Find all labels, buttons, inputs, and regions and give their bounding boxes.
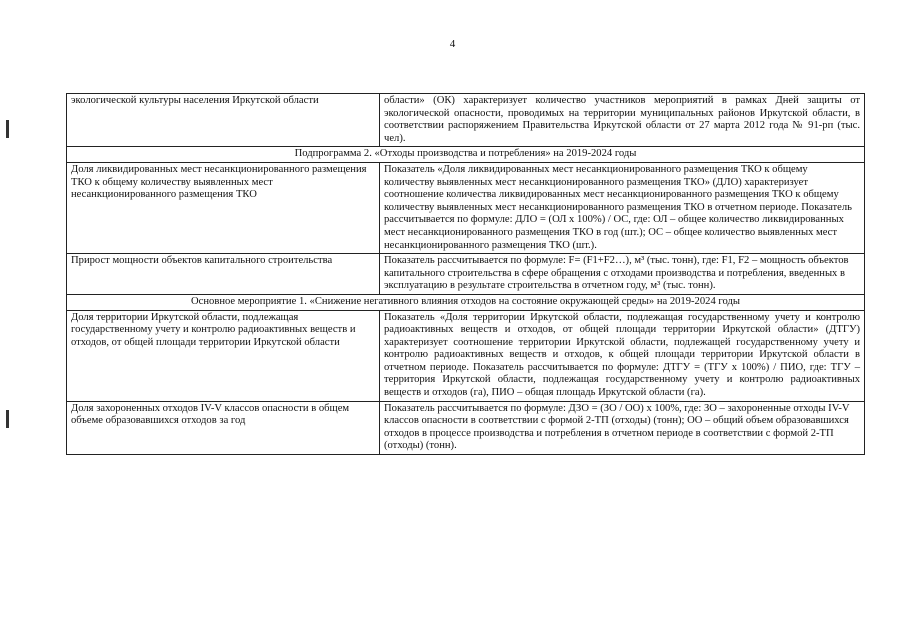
indicator-description-cell: Показатель «Доля ликвидированных мест несанкционированного размещения ТКО к общему количеству выявленных мест несанкционированного размещения ТКО» (ДЛО) характеризует соотношение количества ликвидированных мест несанкционированного размещения ТКО к общему количеству выявленных мест несанкционированного размещения ТКО в отчетном периоде. Показатель рассчитывается по формуле: ДЛО = (ОЛ х 100%) / ОС, где: ОЛ – общее количество ликвидированных мест несанкционированного размещения ТКО в год (шт.); ОС – общее количество выявленных мест несанкционированного размещения ТКО (шт.).: [380, 162, 865, 253]
indicator-name-cell: Доля захороненных отходов IV-V классов опасности в общем объеме образовавшихся отходов за год: [67, 401, 380, 454]
indicator-description-cell: Показатель рассчитывается по формуле: ДЗО = (ЗО / ОО) х 100%, где: ЗО – захороненные отходы IV-V классов опасности в соответствии с формой 2-ТП (отходы) (тонн); ОО – общий объем образовавшихся отходов в процессе производства и потребления в отчетном периоде в соответствии с формой 2-ТП (отходы) (тонн).: [380, 401, 865, 454]
indicator-name-cell: Доля ликвидированных мест несанкционированного размещения ТКО к общему количеству выявленных мест несанкционированного размещения ТКО: [67, 162, 380, 253]
scan-edge-mark: [6, 410, 9, 428]
indicator-description-cell: Показатель «Доля территории Иркутской области, подлежащая государственному учету и контролю радиоактивных веществ и отходов, от общей площади территории Иркутской области» (ДТГУ) характеризует соотношение территории Иркутской области, подлежащей государственному учету и контролю радиоактивных веществ и отходов, к общей площади территории Иркутской области в отчетном периоде. Показатель рассчитывается по формуле: ДТГУ = (ТГУ х 100%) / ПИО, где: ТГУ – территория Иркутской области, подлежащая государственному учету и контролю радиоактивных веществ и отходов (га), ПИО – общая площадь Иркутской области (га).: [380, 310, 865, 401]
indicator-description-cell: области» (ОК) характеризует количество участников мероприятий в рамках Дней защиты от экологической опасности, проводимых на территории муниципальных районов Иркутской области, в соответствии распоряжением Правительства Иркутской области от 27 марта 2012 года № 91-рп (тыс. чел).: [380, 94, 865, 147]
indicator-name-cell: Доля территории Иркутской области, подлежащая государственному учету и контролю радиоактивных веществ и отходов, от общей площади территории Иркутской области: [67, 310, 380, 401]
main-activity-heading: Основное мероприятие 1. «Снижение негативного влияния отходов на состояние окружающей среды» на 2019-2024 годы: [67, 294, 865, 310]
table-row: [67, 94, 865, 147]
indicator-name-cell: экологической культуры населения Иркутской области: [67, 94, 380, 147]
page-number: 4: [449, 38, 456, 50]
scan-edge-mark: [6, 120, 9, 138]
table-row: [67, 310, 865, 401]
indicator-description-cell: Показатель рассчитывается по формуле: F= (F1+F2…), м³ (тыс. тонн), где: F1, F2 – мощность объектов капитального строительства в сфере обращения с отходами производства и потребления, введенных в эксплуатацию в результате строительства в отчетном году, м³ (тыс. тонн).: [380, 254, 865, 295]
table-row: [67, 401, 865, 454]
section-row: [67, 294, 865, 310]
indicator-name-cell: Прирост мощности объектов капитального строительства: [67, 254, 380, 295]
indicator-table: [66, 93, 865, 455]
table-row: [67, 254, 865, 295]
section-row: [67, 147, 865, 163]
subprogram-heading: Подпрограмма 2. «Отходы производства и потребления» на 2019-2024 годы: [67, 147, 865, 163]
table-row: [67, 162, 865, 253]
